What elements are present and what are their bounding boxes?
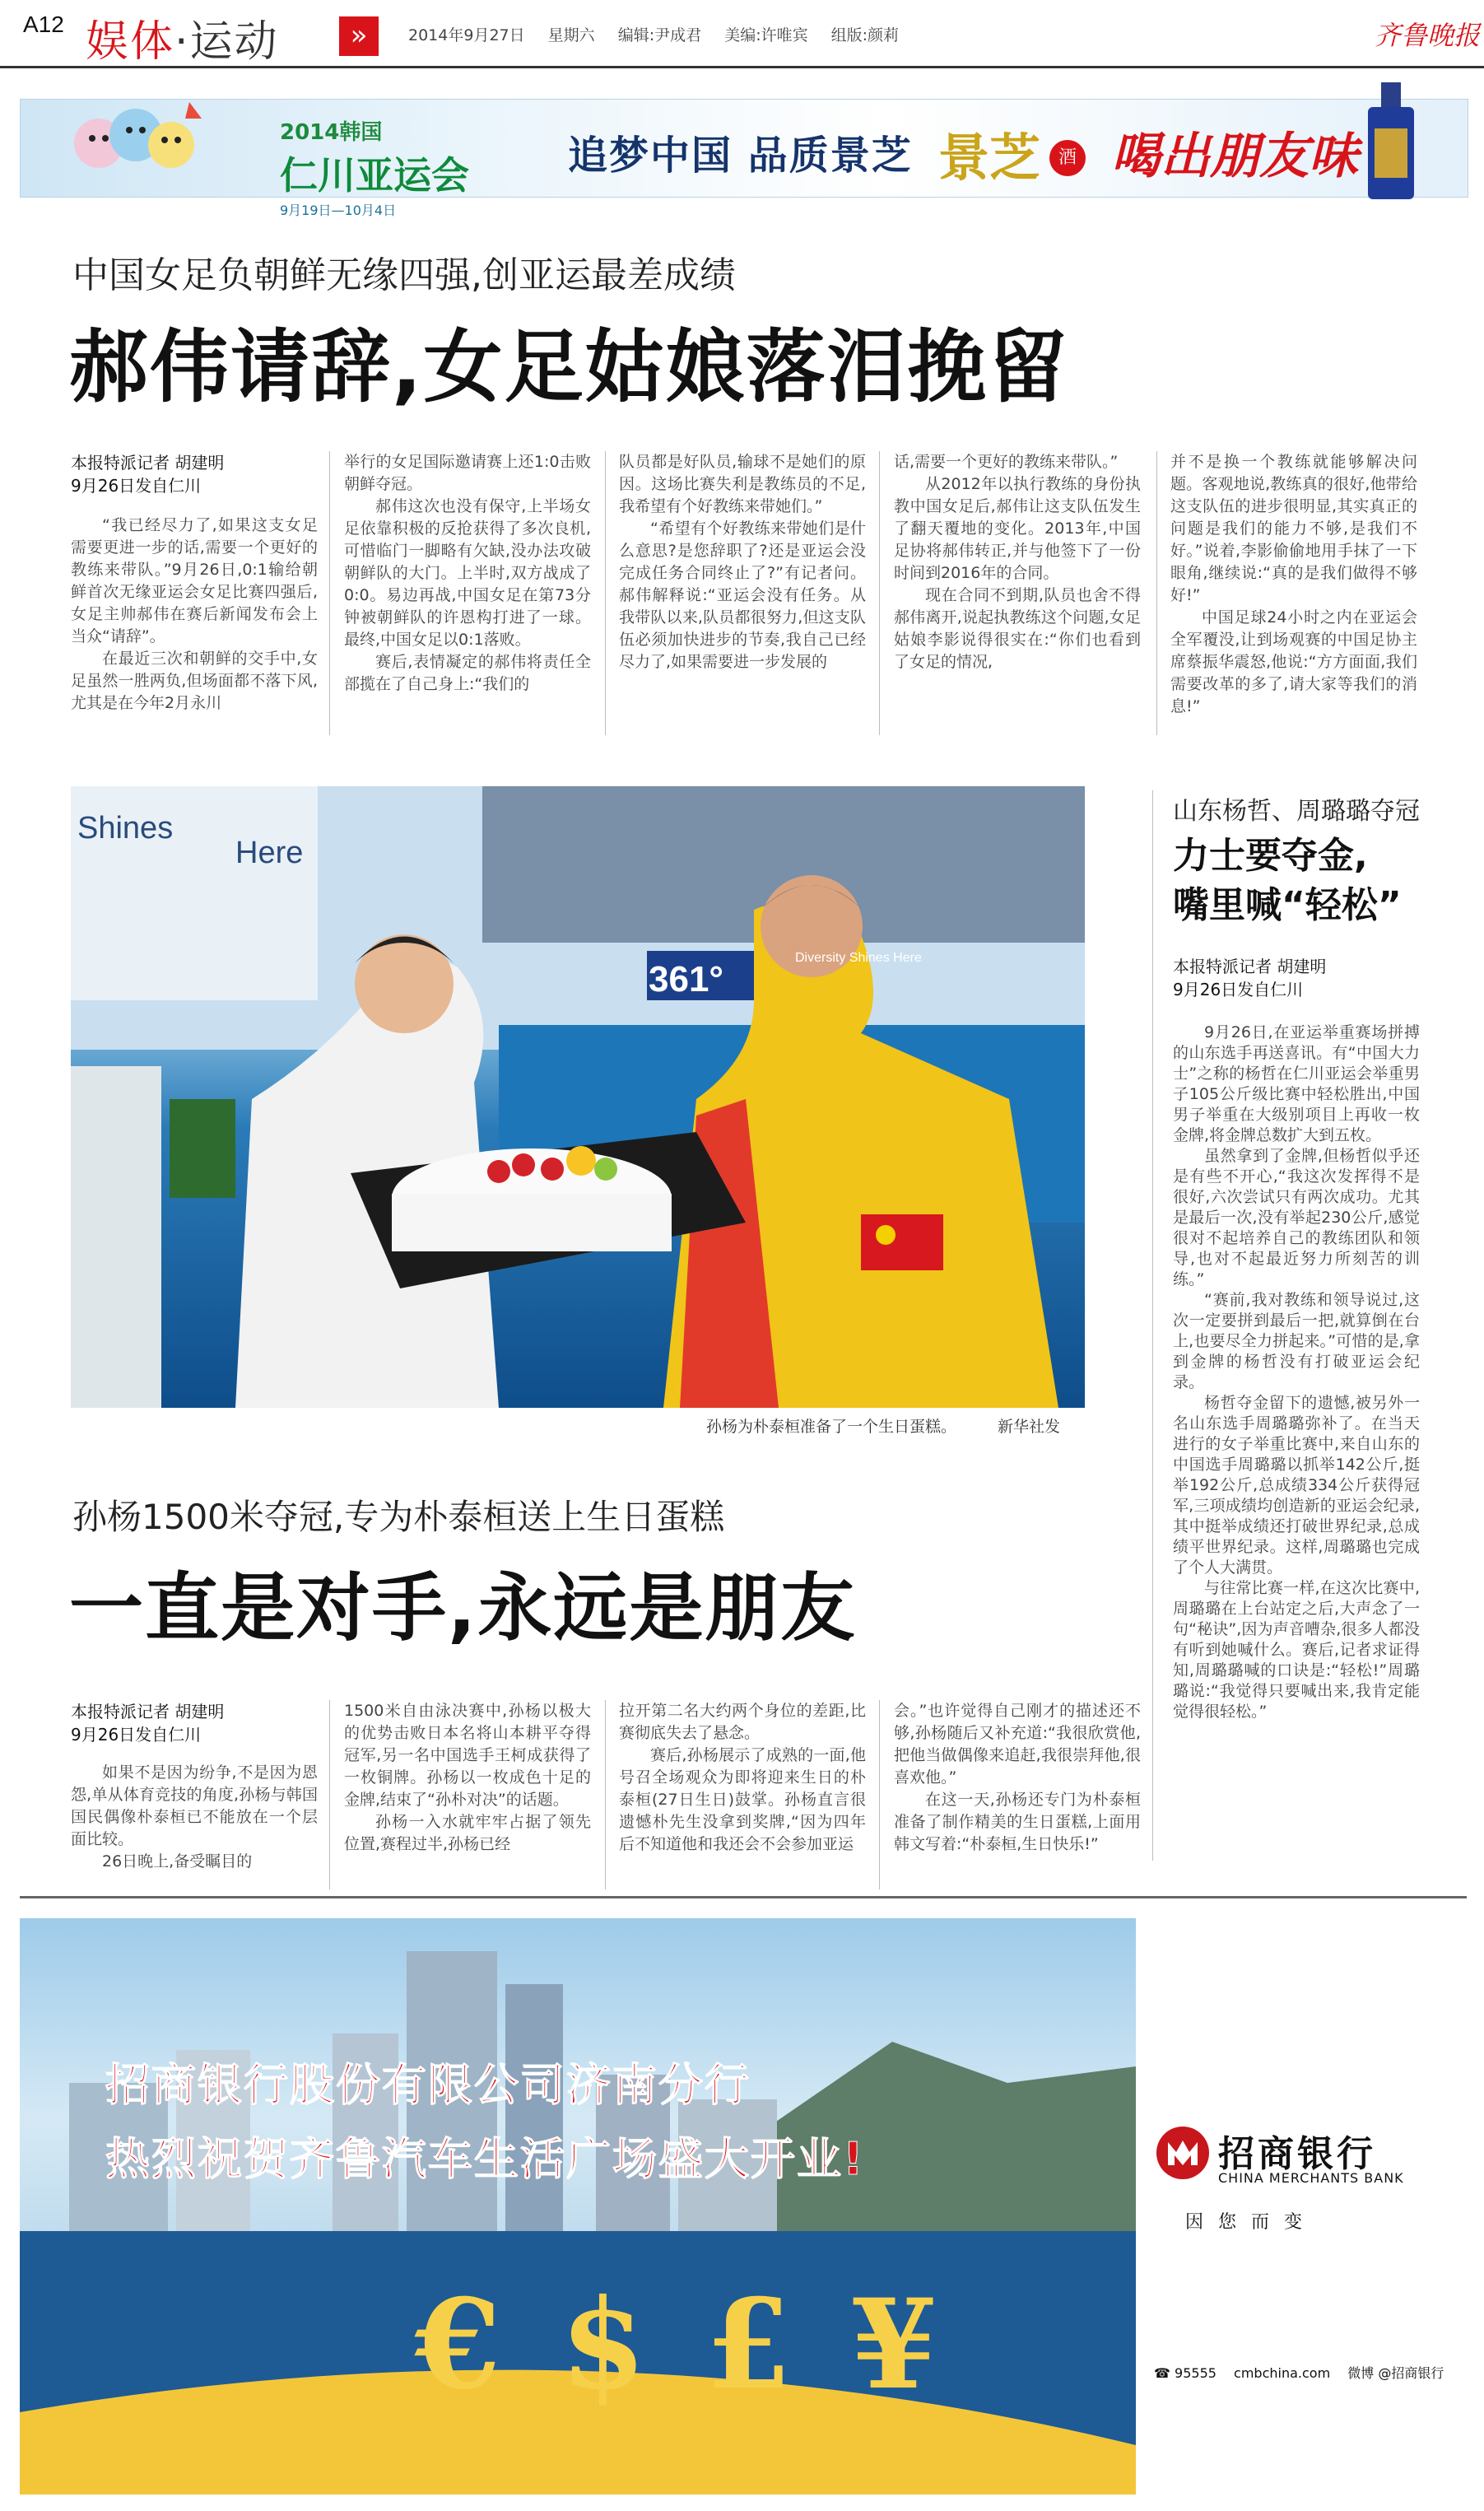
paragraph: 队员都是好队员,输球不是她们的原因。这场比赛失利是教练员的不足,我希望有个好教练来带她们。” xyxy=(619,453,866,515)
column-divider xyxy=(879,451,880,735)
ad-headline-2: 热烈祝贺齐鲁汽车生活广场盛大开业! xyxy=(105,2133,865,2185)
paragraph: 赛后,孙杨展示了成熟的一面,他号召全场观众为即将迎来生日的朴泰桓(27日生日)鼓掌。孙杨直言很遗憾朴先生没拿到奖牌,“因为四年后不知道他和我还会不会参加亚运 xyxy=(619,1746,866,1853)
paragraph: 中国足球24小时之内在亚运会全军覆没,让到场观赛的中国足协主席蔡振华震怒,他说:“方方面面,我们需要改革的多了,请大家等我们的消息!” xyxy=(1170,608,1417,715)
article1-kicker: 中国女足负朝鲜无缘四强,创亚运最差成绩 xyxy=(72,254,736,296)
mascot-illustration xyxy=(66,86,206,193)
paragraph: 会。”也许觉得自己刚才的描述还不够,孙杨随后又补充道:“我很欣赏他,把他当做偶像来追赶,我很崇拜他,很喜欢他。” xyxy=(894,1702,1141,1787)
games-year: 2014韩国 xyxy=(280,120,383,145)
bank-weibo: 微博 @招商银行 xyxy=(1347,2365,1444,2381)
editor-credit: 编辑:尹成君 xyxy=(617,26,702,44)
article2-kicker: 孙杨1500米夺冠,专为朴泰桓送上生日蛋糕 xyxy=(72,1497,725,1537)
article2-byline-reporter: 本报特派记者 胡建明 xyxy=(71,1702,225,1721)
column-divider xyxy=(605,1700,606,1889)
article1-column-1 xyxy=(71,515,318,715)
photo-sign: Diversity Shines Here xyxy=(795,951,922,965)
bank-ad-image xyxy=(20,1918,1136,2495)
paragraph: 现在合同不到期,队员也舍不得郝伟离开,说起执教练这个问题,女足姑娘李影说得很实在:“你们也看到了女足的情况, xyxy=(894,586,1141,671)
bank-website: cmbchina.com xyxy=(1234,2365,1331,2381)
photo-scoreboard: 361° xyxy=(649,959,724,999)
article2-column-1 xyxy=(71,1762,318,1873)
paragraph: 并不是换一个教练就能够解决问题。客观地说,教练真的很好,他带给这支队伍的进步很明显,其实真正的问题是我们的能力不够,是我们不好。”说着,李影偷偷地用手抹了一下眼角,继续说:“真的是我们做得不够好!” xyxy=(1170,453,1417,604)
article1-headline: 郝伟请辞,女足姑娘落泪挽留 xyxy=(69,321,1069,413)
designer-credit: 美编:许唯宾 xyxy=(724,26,808,44)
caption-text: 孙杨为朴泰桓准备了一个生日蛋糕。 xyxy=(706,1418,957,1436)
paragraph: 9月26日,在亚运举重赛场拼搏的山东选手再送喜讯。有“中国大力士”之称的杨哲在仁川亚运会举重男子105公斤级比赛中轻松胜出,中国男子举重在大级别项目上再收一枚金牌,将金牌总数扩大到五枚。 xyxy=(1173,1023,1420,1144)
article1-column-2 xyxy=(344,451,591,696)
proof-credit: 组版:颜莉 xyxy=(830,26,900,44)
paragraph: 从2012年以执行教练的身份执教中国女足后,郝伟让这支队伍发生了翻天覆地的变化。2013年,中国足协将郝伟转正,并与他签下了一份时间到2016年的合同。 xyxy=(894,475,1141,582)
section-separator: · xyxy=(174,17,190,67)
bank-name-en: CHINA MERCHANTS BANK xyxy=(1218,2170,1404,2186)
bank-slogan: 因您而变 xyxy=(1185,2212,1318,2233)
column-divider xyxy=(879,1700,880,1889)
paragraph: “赛前,我对教练和领导说过,这次一定要拼到最后一把,就算倒在台上,也要尽全力拼起来。”可惜的是,拿到金牌的杨哲没有打破亚运会纪录。 xyxy=(1173,1291,1420,1391)
ad-slogan: 追梦中国 品质景芝 xyxy=(568,133,913,179)
article3-byline-reporter: 本报特派记者 胡建明 xyxy=(1173,957,1327,976)
newspaper-logo: 齐鲁晚报 xyxy=(1375,20,1481,51)
article2-column-2 xyxy=(344,1700,591,1856)
article2-byline-dateline: 9月26日发自仁川 xyxy=(71,1725,202,1745)
article1-byline-reporter: 本报特派记者 胡建明 xyxy=(71,453,225,473)
games-name: 仁川亚运会 xyxy=(280,153,469,198)
article2-column-3 xyxy=(619,1700,866,1856)
article1-byline-dateline: 9月26日发自仁川 xyxy=(71,476,202,496)
article1-byline xyxy=(71,451,318,497)
paragraph: 话,需要一个更好的教练来带队。” xyxy=(894,453,1119,471)
article3-headline-line1: 力士要夺金, xyxy=(1173,835,1368,877)
section-main: 娱体 xyxy=(86,17,175,67)
column-divider xyxy=(1156,451,1157,735)
section-title xyxy=(86,7,279,68)
paragraph: 孙杨一入水就牢牢占据了领先位置,赛程过半,孙杨已经 xyxy=(344,1813,591,1853)
article3-headline xyxy=(1173,832,1402,930)
section-sub: 运动 xyxy=(189,17,279,67)
bank-hotline: 95555 xyxy=(1175,2365,1217,2381)
issue-weekday: 星期六 xyxy=(547,26,595,44)
header-rule xyxy=(0,66,1484,68)
news-photo xyxy=(71,786,1085,1408)
column-divider xyxy=(1152,790,1153,1861)
paragraph: 郝伟这次也没有保守,上半场女足依靠积极的反抢获得了多次良机,可惜临门一脚略有欠缺,没办法攻破朝鲜队的大门。上半时,双方战成了0:0。易边再战,中国女足在第73分钟被朝鲜队的许恩构打进了一球。最终,中国女足以0:1落败。 xyxy=(344,497,591,649)
paragraph: 虽然拿到了金牌,但杨哲似乎还是有些不开心,“我这次发挥得不是很好,六次尝试只有两次成功。尤其是最后一次,没有举起230公斤,感觉很对不起培养自己的教练团队和领导,也对不起最近努力所刻苦的训练。” xyxy=(1173,1147,1420,1288)
photo-board-text: Shines xyxy=(77,811,174,846)
photo-caption xyxy=(706,1414,1060,1437)
ad-divider xyxy=(20,1896,1467,1898)
paragraph: 26日晚上,备受瞩目的 xyxy=(102,1852,253,1870)
games-dates: 9月19日—10月4日 xyxy=(280,203,397,218)
brand-tagline: 喝出朋友味 xyxy=(1111,128,1358,185)
bank-name-cn: 招商银行 xyxy=(1218,2133,1376,2175)
paragraph: “我已经尽力了,如果这支女足需要更进一步的话,需要一个更好的教练来带队。”9月26日,0:1输给朝鲜首次无缘亚运会女足比赛四强后,女足主帅郝伟在赛后新闻发布会上当众“请辞”。 xyxy=(71,516,318,645)
ad-headline-1: 招商银行股份有限公司济南分行 xyxy=(105,2059,751,2111)
page-number: A12 xyxy=(23,12,64,37)
article3-kicker: 山东杨哲、周璐璐夺冠 xyxy=(1173,797,1420,826)
article2-byline xyxy=(71,1700,224,1746)
paragraph: 举行的女足国际邀请赛上还1:0击败朝鲜夺冠。 xyxy=(344,453,591,493)
asian-games-logo xyxy=(280,115,469,219)
photo-board-text-2: Here xyxy=(235,836,304,870)
paragraph: 杨哲夺金留下的遗憾,被另外一名山东选手周璐璐弥补了。在当天进行的女子举重比赛中,来自山东的中国选手周璐璐以抓举142公斤,挺举192公斤,总成绩334公斤获得冠军,三项成绩均创造新的亚运会纪录,其中挺举成绩还打破世界纪录,总成绩平世界纪录。这样,周璐璐也完成了个人大满贯。 xyxy=(1173,1394,1420,1577)
bank-logo-panel xyxy=(1136,1918,1467,2495)
column-divider xyxy=(605,451,606,735)
article1-column-5 xyxy=(1170,451,1417,718)
article3-body xyxy=(1173,1023,1420,1722)
column-divider xyxy=(329,451,330,735)
article2-column-4 xyxy=(894,1700,1141,1856)
section-arrow-icon: » xyxy=(339,16,379,56)
paragraph: 在最近三次和朝鲜的交手中,女足虽然一胜两负,但场面都不落下风,尤其是在今年2月永川 xyxy=(71,650,318,712)
article1-column-3 xyxy=(619,451,866,673)
paragraph: “希望有个好教练来带她们是什么意思?是您辞职了?还是亚运会没完成任务合同终止了?”有记者问。郝伟解释说:“亚运会没有任务。从我带队以来,队员都很努力,但这支队伍必须加快进步的节奏,我自己已经尽力了,如果需要进一步发展的 xyxy=(619,519,866,671)
paragraph: 1500米自由泳决赛中,孙杨以极大的优势击败日本名将山本耕平夺得冠军,另一名中国选手王柯成获得了一枚铜牌。孙杨以一枚成色十足的金牌,结束了“孙朴对决”的话题。 xyxy=(344,1702,591,1809)
column-divider xyxy=(329,1700,330,1889)
paragraph: 在这一天,孙杨还专门为朴泰桓准备了制作精美的生日蛋糕,上面用韩文写着:“朴泰桓,生日快乐!” xyxy=(894,1791,1141,1853)
paragraph: 与往常比赛一样,在这次比赛中,周璐璐在上台站定之后,大声念了一句“秘诀”,因为声音嘈杂,很多人都没有听到她喊什么。赛后,记者求证得知,周璐璐喊的口诀是:“轻松!”周璐璐说:“我觉得只要喊出来,我肯定能觉得很轻松。” xyxy=(1173,1579,1420,1721)
paragraph: 如果不是因为纷争,不是因为恩怨,单从体育竞技的角度,孙杨与韩国国民偶像朴泰桓已不能放在一个层面比较。 xyxy=(71,1763,318,1848)
photo-credit: 新华社发 xyxy=(998,1418,1061,1436)
brand-name: 景芝 xyxy=(938,128,1041,188)
article3-byline-dateline: 9月26日发自仁川 xyxy=(1173,980,1304,999)
article3-byline xyxy=(1173,955,1326,1001)
paragraph: 赛后,表情凝定的郝伟将责任全部揽在了自己身上:“我们的 xyxy=(344,653,591,693)
bank-contact xyxy=(1154,2363,1444,2382)
photo-illustration xyxy=(71,786,1085,1408)
issue-date: 2014年9月27日 xyxy=(408,26,525,44)
paragraph: 拉开第二名大约两个身位的差距,比赛彻底失去了悬念。 xyxy=(619,1702,866,1742)
liquor-bottle-image xyxy=(1350,79,1432,203)
brand-badge: 酒 xyxy=(1049,140,1086,176)
phone-icon: ☎ xyxy=(1154,2365,1170,2381)
bank-logo-icon xyxy=(1154,2124,1212,2182)
header-meta xyxy=(408,23,917,45)
article1-column-4 xyxy=(894,451,1141,673)
article2-headline: 一直是对手,永远是朋友 xyxy=(69,1565,857,1651)
currency-symbols: € $ £ ¥ xyxy=(415,2272,946,2417)
article3-headline-line2: 嘴里喊“轻松” xyxy=(1173,884,1402,926)
